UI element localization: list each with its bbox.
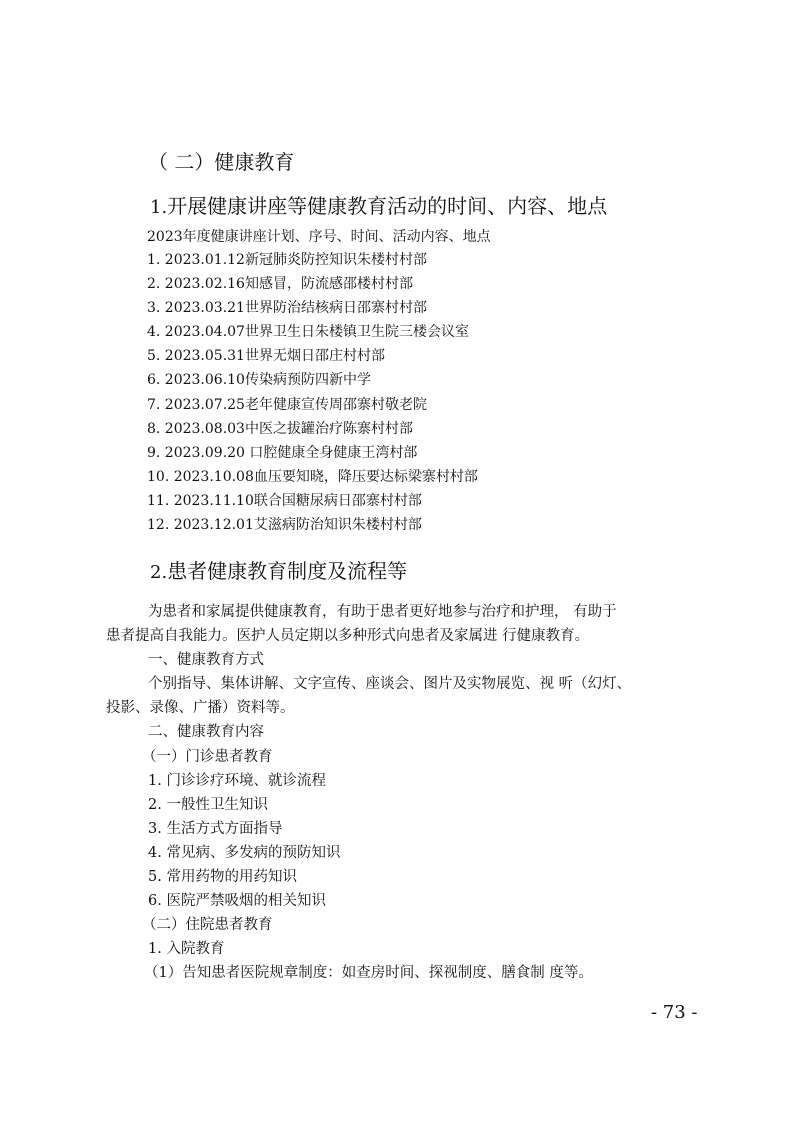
section-heading: （ 二）健康教育 xyxy=(148,150,295,174)
inpatient-heading: （二）住院患者教育 xyxy=(142,917,273,934)
paragraph-line: 患者提高自我能力。医护人员定期以多种形式向患者及家属进 行健康教育。 xyxy=(106,628,590,645)
subsection-title: 患者健康教育制度及流程等 xyxy=(167,559,408,583)
list-item: 8. 2023.08.03中医之拔罐治疗陈寨村村部 xyxy=(147,420,413,437)
list-item: 4. 常见病、多发病的预防知识 xyxy=(148,844,341,861)
lecture-list xyxy=(147,248,478,537)
list-item: 4. 2023.04.07世界卫生日朱楼镇卫生院三楼会议室 xyxy=(147,324,469,341)
subsection-heading-lectures xyxy=(150,190,607,219)
subsection-heading-patient-education xyxy=(150,555,407,584)
lecture-plan-intro: 2023年度健康讲座计划、序号、时间、活动内容、地点 xyxy=(147,229,491,245)
list-item: 2. 一般性卫生知识 xyxy=(148,796,268,813)
subsection-title: 开展健康讲座等健康教育活动的时间、内容、地点 xyxy=(167,194,608,218)
paragraph-line: 个别指导、集体讲解、文字宣传、座谈会、图片及实物展览、视 听（幻灯、 xyxy=(148,676,632,693)
list-item: 1. 门诊诊疗环境、就诊流程 xyxy=(148,772,326,789)
list-item: （1）告知患者医院规章制度：如查房时间、探视制度、膳食制 度等。 xyxy=(144,965,593,982)
admission-heading: 1. 入院教育 xyxy=(148,941,225,958)
list-item: 3. 2023.03.21世界防治结核病日邵寨村村部 xyxy=(147,300,427,317)
list-item: 1. 2023.01.12新冠肺炎防控知识朱楼村村部 xyxy=(147,252,427,268)
subsection-number: 2. xyxy=(150,562,168,583)
list-item: 5. 2023.05.31世界无烟日邵庄村村部 xyxy=(147,348,385,365)
paragraph-line: 投影、录像、广播）资料等。 xyxy=(106,700,295,717)
subsection-number: 1. xyxy=(150,197,168,218)
list-item: 2. 2023.02.16知感冒，防流感邵楼村村部 xyxy=(147,276,413,293)
list-item: 11. 2023.11.10联合国糖尿病日邵寨村村部 xyxy=(147,492,422,509)
patient-education-body xyxy=(106,600,706,986)
page-number: - 73 - xyxy=(651,1002,698,1023)
paragraph-line: 为患者和家属提供健康教育，有助于患者更好地参与治疗和护理， 有助于 xyxy=(148,604,617,620)
list-item: 12. 2023.12.01艾滋病防治知识朱楼村村部 xyxy=(147,517,422,534)
list-item: 10. 2023.10.08血压要知晓，降压要达标梁寨村村部 xyxy=(147,468,478,485)
list-item: 7. 2023.07.25老年健康宣传周邵寨村敬老院 xyxy=(147,396,427,413)
content-heading: 二、健康教育内容 xyxy=(148,724,264,741)
list-item: 3. 生活方式方面指导 xyxy=(148,820,283,837)
list-item: 6. 2023.06.10传染病预防四新中学 xyxy=(147,372,371,389)
methods-heading: 一、健康教育方式 xyxy=(148,652,264,669)
list-item: 5. 常用药物的用药知识 xyxy=(148,869,297,886)
outpatient-heading: （一）门诊患者教育 xyxy=(142,748,273,765)
list-item: 6. 医院严禁吸烟的相关知识 xyxy=(148,893,326,910)
list-item: 9. 2023.09.20 口腔健康全身健康王湾村部 xyxy=(147,444,418,461)
